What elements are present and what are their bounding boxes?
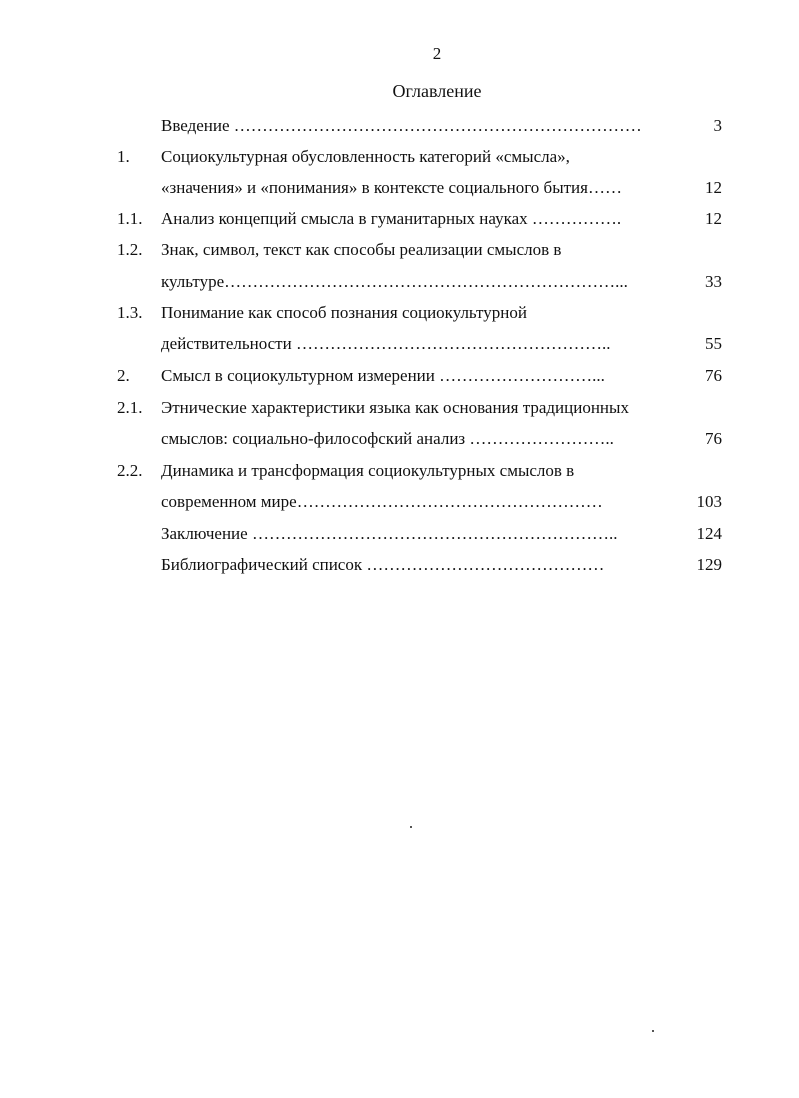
toc-entry-number: 1.: [117, 147, 130, 166]
toc-entry-number: 1.1.: [117, 209, 143, 228]
scan-speck: [410, 826, 412, 828]
toc-entry-text: Знак, символ, текст как способы реализации смыслов в: [161, 240, 562, 259]
toc-entry-text: современном мире………………………………………………: [161, 492, 603, 511]
toc-entry-number: 1.3.: [117, 303, 143, 322]
toc-entry-text: Библиографический список ……………………………………: [161, 555, 605, 574]
toc-entry-number: 2.: [117, 366, 130, 385]
toc-entry-2[interactable]: [0, 364, 799, 388]
toc-entry-1-2-cont[interactable]: [0, 270, 799, 294]
page-number: 2: [432, 44, 442, 63]
toc-entry-text: Этнические характеристики языка как основания традиционных: [161, 398, 629, 417]
toc-entry-1[interactable]: [0, 145, 799, 169]
toc-entry-page: 33: [705, 272, 722, 291]
toc-entry-1-3[interactable]: [0, 301, 799, 325]
toc-entry-text: Динамика и трансформация социокультурных смыслов в: [161, 461, 575, 480]
toc-entry-page: 76: [705, 366, 722, 385]
toc-entry-text: Заключение ………………………………………………………..: [161, 524, 618, 543]
toc-entry-bibliography[interactable]: [0, 553, 799, 577]
toc-entry-1-cont[interactable]: [0, 176, 799, 200]
scan-speck: [652, 1030, 654, 1032]
toc-entry-2-1[interactable]: [0, 396, 799, 420]
toc-entry-1-3-cont[interactable]: [0, 332, 799, 356]
toc-entry-text: действительности ………………………………………………..: [161, 334, 611, 353]
toc-entry-page: 12: [705, 209, 722, 228]
toc-entry-2-2[interactable]: [0, 459, 799, 483]
toc-entry-1-1[interactable]: [0, 207, 799, 231]
toc-entry-page: 55: [705, 334, 722, 353]
toc-entry-page: 103: [696, 492, 722, 511]
toc-entry-page: 12: [705, 178, 722, 197]
toc-entry-text: Смысл в социокультурном измерении ………………………...: [161, 366, 605, 385]
toc-entry-introduction[interactable]: [0, 114, 799, 138]
toc-entry-2-1-cont[interactable]: [0, 427, 799, 451]
toc-entry-text: Социокультурная обусловленность категорий «смысла»,: [161, 147, 570, 166]
toc-entry-text: Анализ концепций смысла в гуманитарных науках …………….: [161, 209, 622, 228]
toc-entry-text: «значения» и «понимания» в контексте социального бытия……: [161, 178, 622, 197]
toc-entry-page: 3: [713, 116, 722, 135]
toc-entry-number: 1.2.: [117, 240, 143, 259]
toc-title: Оглавление: [392, 81, 482, 101]
toc-entry-number: 2.2.: [117, 461, 143, 480]
toc-entry-text: смыслов: социально-философский анализ ……………………..: [161, 429, 614, 448]
toc-entry-page: 124: [696, 524, 722, 543]
toc-entry-2-2-cont[interactable]: [0, 490, 799, 514]
toc-entry-text: Введение ………………………………………………………………: [161, 116, 642, 135]
toc-entry-1-2[interactable]: [0, 238, 799, 262]
toc-entry-conclusion[interactable]: [0, 522, 799, 546]
toc-entry-page: 76: [705, 429, 722, 448]
toc-entry-number: 2.1.: [117, 398, 143, 417]
toc-entry-text: Понимание как способ познания социокультурной: [161, 303, 527, 322]
toc-entry-page: 129: [696, 555, 722, 574]
toc-entry-text: культуре……………………………………………………………...: [161, 272, 628, 291]
